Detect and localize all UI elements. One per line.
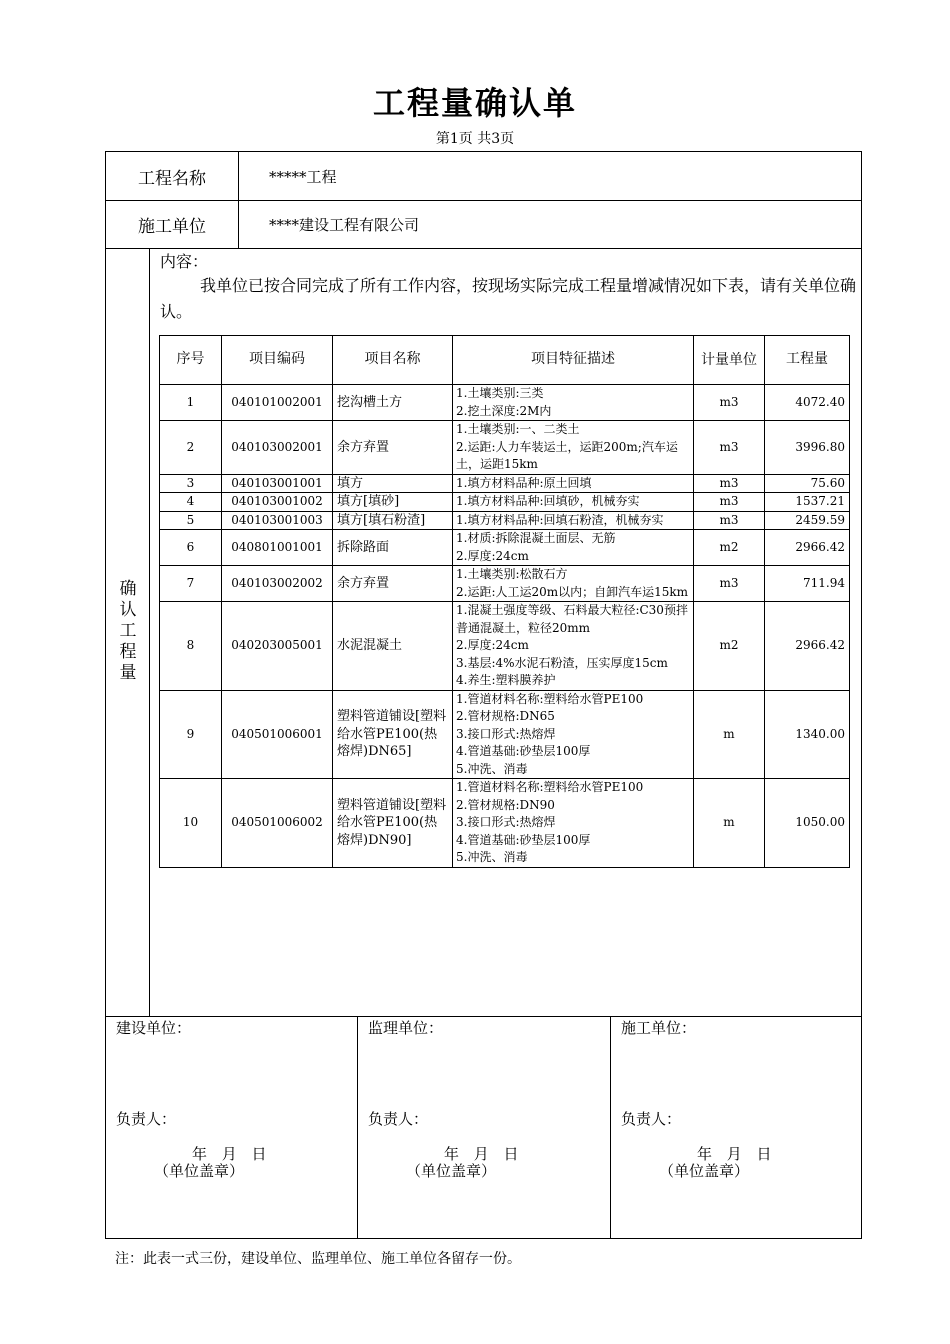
seal-label: （单位盖章） — [659, 1162, 750, 1180]
row-no: 10 — [160, 779, 222, 868]
content-paragraph: 我单位已按合同完成了所有工作内容，按现场实际完成工程量增减情况如下表，请有关单位确认。 — [160, 276, 857, 321]
row-unit: m — [694, 690, 765, 779]
date-line: 年 月 日 — [192, 1145, 267, 1163]
row-unit: m — [694, 779, 765, 868]
table-row — [160, 474, 850, 493]
row-name: 填方[填石粉渣] — [333, 511, 453, 530]
quantity-table — [159, 335, 850, 868]
table-row — [160, 566, 850, 602]
row-code: 040801001001 — [222, 530, 333, 566]
table-row — [160, 511, 850, 530]
row-unit: m2 — [694, 602, 765, 691]
form-frame — [105, 151, 862, 1239]
side-label-char: 确 — [119, 579, 137, 599]
description-line: 4.养生:塑料膜养护 — [456, 673, 556, 687]
table-row — [160, 493, 850, 512]
date-line: 年 月 日 — [697, 1145, 772, 1163]
project-value: *****工程 — [269, 167, 337, 186]
row-description — [453, 690, 694, 779]
row-quantity: 1340.00 — [765, 690, 850, 779]
description-line: 1.管道材料名称:塑料给水管PE100 — [456, 691, 644, 706]
side-label-char: 工 — [119, 621, 137, 641]
row-name: 余方弃置 — [333, 566, 453, 602]
row-name: 塑料管道铺设[塑料给水管PE100(热熔焊)DN90] — [333, 779, 453, 868]
contractor-label: 施工单位 — [106, 200, 239, 248]
date-line: 年 月 日 — [444, 1145, 519, 1163]
description-line: 1.材质:拆除混凝土面层、无筋 — [456, 531, 616, 545]
row-code: 040203005001 — [222, 602, 333, 691]
row-quantity: 4072.40 — [765, 385, 850, 421]
description-line: 4.管道基础:砂垫层100厚 — [456, 832, 591, 847]
project-label: 工程名称 — [106, 152, 239, 200]
page-info: 第1页 共3页 — [435, 131, 515, 147]
description-line: 1.填方材料品种:回填砂，机械夯实 — [456, 494, 640, 508]
description-line: 4.管道基础:砂垫层100厚 — [456, 744, 591, 758]
row-description — [453, 511, 694, 530]
row-no: 1 — [160, 385, 222, 421]
col-header-code: 项目编码 — [222, 336, 333, 385]
responsible-label: 负责人： — [116, 1110, 177, 1128]
content-heading: 内容： — [160, 252, 209, 271]
signature-owner — [106, 1017, 358, 1238]
row-unit: m3 — [694, 511, 765, 530]
row-description — [453, 530, 694, 566]
table-row — [160, 385, 850, 421]
row-code: 040501006002 — [222, 779, 333, 868]
row-quantity: 2459.59 — [765, 511, 850, 530]
signature-contractor — [611, 1017, 863, 1238]
row-description — [453, 421, 694, 475]
seal-label: （单位盖章） — [406, 1162, 497, 1180]
contractor-value: ****建设工程有限公司 — [269, 215, 420, 234]
row-no: 9 — [160, 690, 222, 779]
col-header-unit: 计量单位 — [694, 336, 765, 385]
description-line: 3.接口形式:热熔焊 — [456, 726, 556, 741]
row-description — [453, 602, 694, 691]
row-name: 塑料管道铺设[塑料给水管PE100(热熔焊)DN65] — [333, 690, 453, 779]
col-header-name: 项目名称 — [333, 336, 453, 385]
table-row — [160, 530, 850, 566]
row-quantity: 711.94 — [765, 566, 850, 602]
row-description — [453, 385, 694, 421]
description-line: 1.管道材料名称:塑料给水管PE100 — [456, 780, 644, 794]
row-code: 040501006001 — [222, 690, 333, 779]
description-line: 5.冲洗、消毒 — [456, 761, 528, 776]
side-label-char: 程 — [119, 642, 137, 662]
row-unit: m3 — [694, 421, 765, 475]
signature-supervisor — [358, 1017, 610, 1238]
confirm-quantity-label — [106, 249, 150, 1017]
row-description — [453, 493, 694, 512]
content-area — [150, 249, 861, 1017]
table-row — [160, 421, 850, 475]
row-unit: m2 — [694, 530, 765, 566]
row-code: 040103001001 — [222, 474, 333, 493]
contractor-row — [106, 200, 861, 249]
row-quantity: 1050.00 — [765, 779, 850, 868]
row-name: 水泥混凝土 — [333, 602, 453, 691]
row-description — [453, 474, 694, 493]
footnote: 注：此表一式三份，建设单位、监理单位、施工单位各留存一份。 — [115, 1251, 521, 1267]
description-line: 2.运距:人力车装运土，运距200m;汽车运土，运距15km — [456, 439, 678, 471]
row-no: 7 — [160, 566, 222, 602]
col-header-no: 序号 — [160, 336, 222, 385]
row-no: 8 — [160, 602, 222, 691]
row-name: 填方 — [333, 474, 453, 493]
signature-label: 建设单位： — [116, 1019, 192, 1037]
description-line: 1.土壤类别:一、二类土 — [456, 422, 580, 436]
row-code: 040101002001 — [222, 385, 333, 421]
description-line: 1.土壤类别:三类 — [456, 386, 544, 400]
description-line: 2.运距:人工运20m以内；自卸汽车运15km — [456, 584, 689, 599]
row-unit: m3 — [694, 385, 765, 421]
row-quantity: 1537.21 — [765, 493, 850, 512]
description-line: 2.厚度:24cm — [456, 638, 529, 652]
row-unit: m3 — [694, 493, 765, 512]
row-unit: m3 — [694, 474, 765, 493]
row-no: 4 — [160, 493, 222, 512]
row-no: 6 — [160, 530, 222, 566]
description-line: 1.填方材料品种:回填石粉渣，机械夯实 — [456, 512, 664, 527]
row-description — [453, 779, 694, 868]
row-unit: m3 — [694, 566, 765, 602]
description-line: 2.厚度:24cm — [456, 548, 529, 563]
row-description — [453, 566, 694, 602]
row-name: 填方[填砂] — [333, 493, 453, 512]
description-line: 3.基层:4%水泥石粉渣，压实厚度15cm — [456, 655, 668, 670]
table-row — [160, 690, 850, 779]
document-title: 工程量确认单 — [372, 84, 577, 122]
responsible-label: 负责人： — [621, 1110, 682, 1128]
description-line: 3.接口形式:热熔焊 — [456, 815, 556, 829]
row-no: 3 — [160, 474, 222, 493]
col-header-qty: 工程量 — [765, 336, 850, 385]
description-line: 1.填方材料品种:原土回填 — [456, 475, 592, 490]
row-quantity: 75.60 — [765, 474, 850, 493]
row-name: 挖沟槽土方 — [333, 385, 453, 421]
row-name: 余方弃置 — [333, 421, 453, 475]
seal-label: （单位盖章） — [154, 1162, 245, 1180]
project-row — [106, 152, 861, 201]
table-row — [160, 779, 850, 868]
side-label-char: 量 — [119, 663, 137, 683]
row-quantity: 2966.42 — [765, 602, 850, 691]
row-no: 2 — [160, 421, 222, 475]
row-code: 040103001002 — [222, 493, 333, 512]
signature-label: 监理单位： — [368, 1019, 444, 1037]
description-line: 1.土壤类别:松散石方 — [456, 567, 568, 581]
description-line: 2.管材规格:DN90 — [456, 797, 555, 812]
row-code: 040103001003 — [222, 511, 333, 530]
row-no: 5 — [160, 511, 222, 530]
row-name: 拆除路面 — [333, 530, 453, 566]
row-quantity: 2966.42 — [765, 530, 850, 566]
description-line: 5.冲洗、消毒 — [456, 850, 528, 864]
description-line: 2.管材规格:DN65 — [456, 709, 555, 723]
table-header-row — [160, 336, 850, 385]
signature-label: 施工单位： — [621, 1019, 697, 1037]
description-line: 1.混凝土强度等级、石料最大粒径:C30预拌普通混凝土，粒径20mm — [456, 603, 688, 635]
table-row — [160, 602, 850, 691]
row-code: 040103002002 — [222, 566, 333, 602]
responsible-label: 负责人： — [368, 1110, 429, 1128]
row-code: 040103002001 — [222, 421, 333, 475]
side-label-char: 认 — [119, 600, 137, 620]
description-line: 2.挖土深度:2M内 — [456, 403, 552, 418]
col-header-desc: 项目特征描述 — [453, 336, 694, 385]
row-quantity: 3996.80 — [765, 421, 850, 475]
